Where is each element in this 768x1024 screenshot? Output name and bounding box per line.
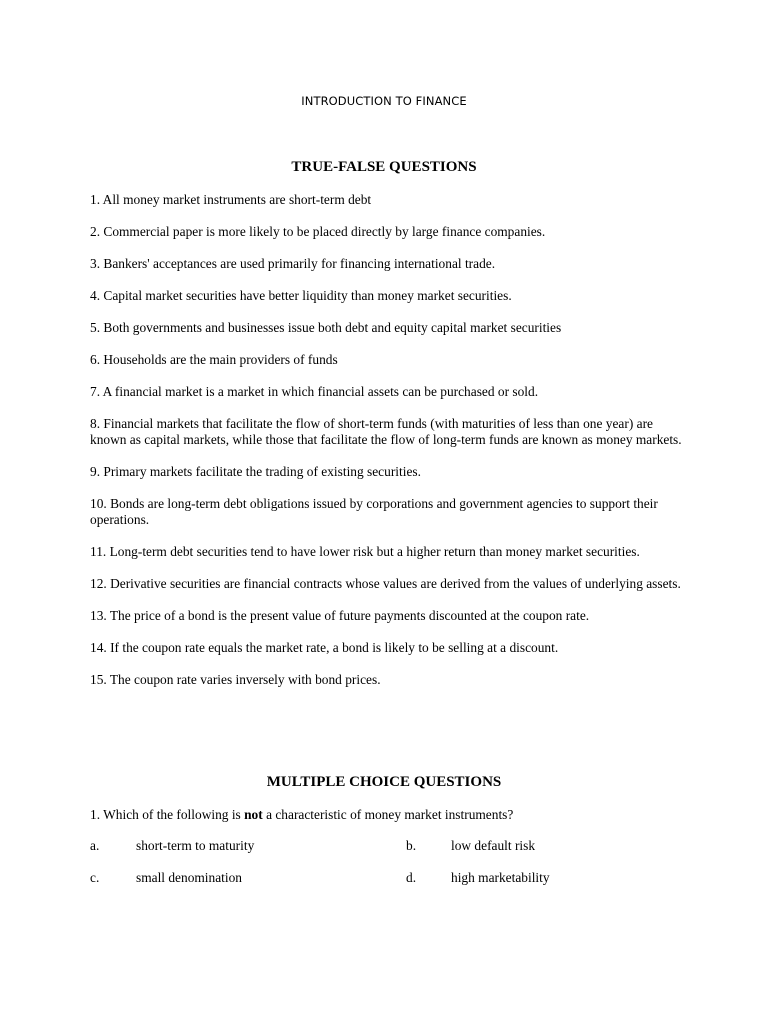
tf-question-14: 14. If the coupon rate equals the market rate, a bond is likely to be selling at a discount. <box>90 640 559 655</box>
tf-question-2: 2. Commercial paper is more likely to be placed directly by large finance companies. <box>90 224 546 239</box>
tf-question-6: 6. Households are the main providers of funds <box>90 352 338 367</box>
tf-question-9: 9. Primary markets facilitate the trading of existing securities. <box>90 464 421 479</box>
document-title: INTRODUCTION TO FINANCE <box>301 94 467 108</box>
tf-question-13: 13. The price of a bond is the present value of future payments discounted at the coupon rate. <box>90 608 590 623</box>
option-a-letter: a. <box>90 838 100 853</box>
tf-question-12: 12. Derivative securities are financial contracts whose values are derived from the values of underlying assets. <box>90 576 681 591</box>
tf-question-15: 15. The coupon rate varies inversely with bond prices. <box>90 672 381 687</box>
option-b-text: low default risk <box>451 838 536 853</box>
tf-question-5: 5. Both governments and businesses issue both debt and equity capital market securities <box>90 320 562 335</box>
true-false-question-list <box>90 192 682 704</box>
tf-question-11: 11. Long-term debt securities tend to have lower risk but a higher return than money market securities. <box>90 544 640 559</box>
option-d-letter: d. <box>406 870 417 885</box>
mc-question-prefix: 1. Which of the following is <box>90 807 245 822</box>
tf-question-7: 7. A financial market is a market in which financial assets can be purchased or sold. <box>90 384 539 399</box>
tf-question-3: 3. Bankers' acceptances are used primarily for financing international trade. <box>90 256 496 271</box>
option-c-letter: c. <box>90 870 100 885</box>
mc-question-emphasis: not <box>244 807 263 822</box>
true-false-heading: TRUE-FALSE QUESTIONS <box>291 159 477 175</box>
tf-question-4: 4. Capital market securities have better liquidity than money market securities. <box>90 288 512 303</box>
option-a-text: short-term to maturity <box>136 838 255 853</box>
option-b-letter: b. <box>406 838 417 853</box>
tf-question-8: 8. Financial markets that facilitate the flow of short-term funds (with maturities of less than one year) are known as capital markets, while those that facilitate the flow of long-term funds are known as money markets. <box>90 416 682 447</box>
mc-question-suffix: a characteristic of money market instruments? <box>262 807 514 822</box>
mc-question-1 <box>90 807 682 823</box>
option-c-text: small denomination <box>136 870 242 885</box>
tf-question-1: 1. All money market instruments are short-term debt <box>90 192 372 207</box>
tf-question-10: 10. Bonds are long-term debt obligations issued by corporations and government agencies to support their operations. <box>90 496 658 527</box>
multiple-choice-heading: MULTIPLE CHOICE QUESTIONS <box>266 774 502 790</box>
option-d-text: high marketability <box>451 870 550 885</box>
